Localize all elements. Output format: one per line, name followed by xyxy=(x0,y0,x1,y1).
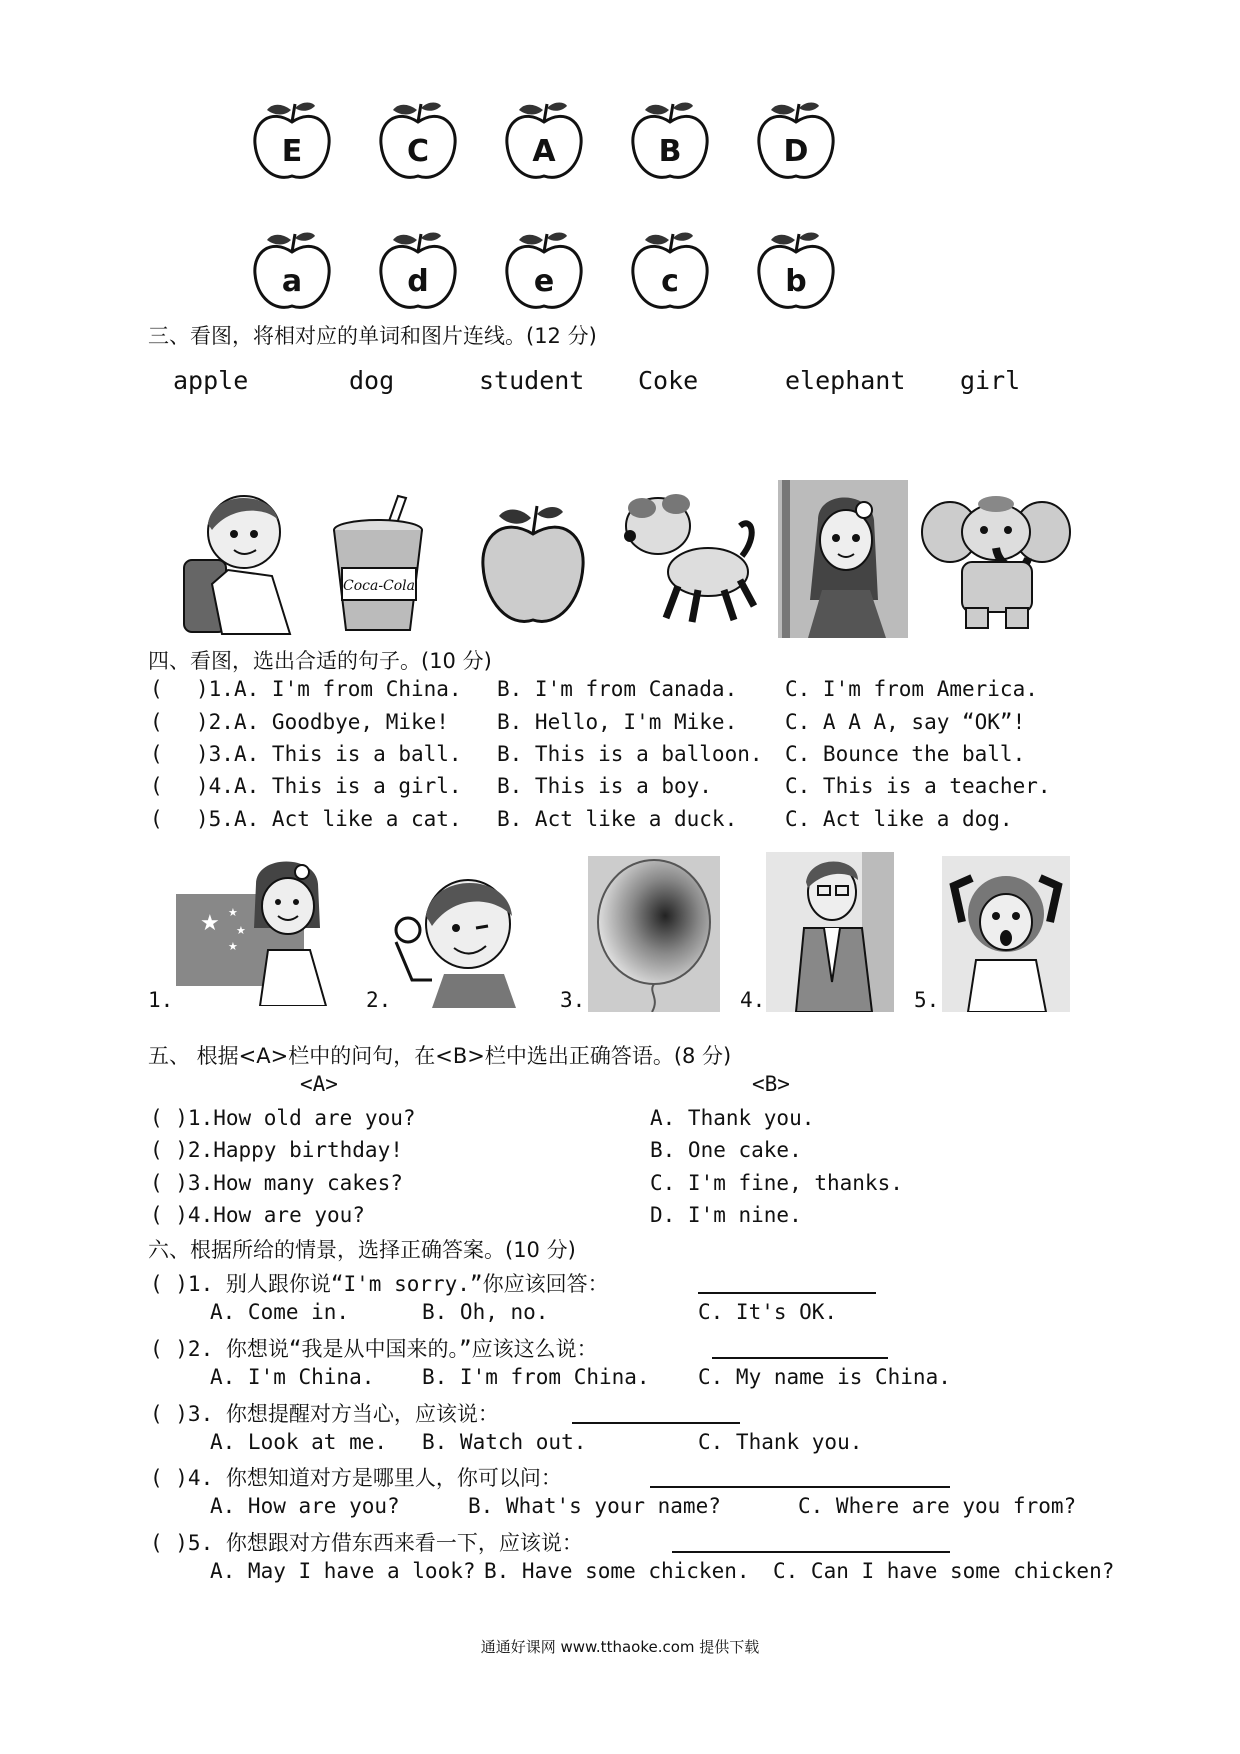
section6-question: ( )5. 你想跟对方借东西来看一下，应该说： xyxy=(150,1531,583,1555)
option-a: A. How are you? xyxy=(210,1494,400,1518)
column-b-label: <B> xyxy=(752,1072,790,1096)
option-b: B. Oh, no. xyxy=(422,1300,549,1324)
apple-letter-icon xyxy=(629,98,711,182)
option-c: C. This is a teacher. xyxy=(785,774,1051,798)
coke-cup-icon xyxy=(328,494,430,636)
apple-letter: D xyxy=(783,134,809,169)
answer-paren[interactable]: ( xyxy=(150,774,163,798)
section6-question: ( )3. 你想提醒对方当心，应该说： xyxy=(150,1402,499,1426)
apple-letter: e xyxy=(533,264,555,299)
section3-heading: 三、看图，将相对应的单词和图片连线。(12 分) xyxy=(148,324,597,348)
item-number: )2. xyxy=(196,710,234,734)
answer-blank[interactable] xyxy=(572,1422,740,1424)
option-b: B. This is a boy. xyxy=(497,774,712,798)
section6-question: ( )2. 你想说“我是从中国来的。”应该这么说： xyxy=(150,1337,598,1361)
option-b: B. I'm from Canada. xyxy=(497,677,738,701)
item-number: )1. xyxy=(196,677,234,701)
svg-text:★: ★ xyxy=(236,924,246,937)
section6-question: ( )1. 别人跟你说“I'm sorry.”你应该回答： xyxy=(150,1272,609,1296)
section5-answer: B. One cake. xyxy=(650,1138,802,1162)
option-b: B. I'm from China. xyxy=(422,1365,650,1389)
apple-letter-icon xyxy=(629,228,711,312)
china-flag-girl-icon xyxy=(176,854,340,1006)
coke-label: Coca-Cola xyxy=(342,578,416,594)
item-number: )3. xyxy=(196,742,234,766)
word-apple: apple xyxy=(173,366,249,395)
elephant-icon xyxy=(916,492,1074,630)
answer-paren[interactable]: ( xyxy=(150,807,163,831)
section5-answer: C. I'm fine, thanks. xyxy=(650,1171,903,1195)
section6-heading: 六、根据所给的情景，选择正确答案。(10 分) xyxy=(148,1238,576,1262)
apple-letter-icon xyxy=(251,98,333,182)
option-c: C. A A A, say “OK”! xyxy=(785,710,1026,734)
section4-heading: 四、看图，选出合适的句子。(10 分) xyxy=(148,649,492,673)
option-b: B. Hello, I'm Mike. xyxy=(497,710,738,734)
section5-question: ( )4.How are you? xyxy=(150,1203,365,1227)
option-c: C. It's OK. xyxy=(698,1300,838,1324)
word-elephant: elephant xyxy=(785,366,906,395)
column-a-label: <A> xyxy=(300,1072,338,1096)
svg-text:★: ★ xyxy=(200,911,220,936)
option-a: A. Look at me. xyxy=(210,1430,388,1454)
apple-letter-icon xyxy=(755,98,837,182)
apple-letter-icon xyxy=(503,228,585,312)
apple-letter: d xyxy=(407,264,429,299)
svg-text:★: ★ xyxy=(228,940,238,953)
option-c: C. My name is China. xyxy=(698,1365,951,1389)
apple-letter: C xyxy=(406,134,430,169)
section5-question: ( )3.How many cakes? xyxy=(150,1171,403,1195)
answer-paren[interactable]: ( xyxy=(150,742,163,766)
apple-letter-icon xyxy=(377,228,459,312)
girl-icon xyxy=(778,480,908,638)
apple-letter: E xyxy=(281,134,303,169)
section5-answer: A. Thank you. xyxy=(650,1106,815,1130)
option-a: A. This is a ball. xyxy=(234,742,462,766)
option-a: A. I'm China. xyxy=(210,1365,375,1389)
answer-paren[interactable]: ( xyxy=(150,677,163,701)
picture-number: 3. xyxy=(560,988,586,1012)
option-c: C. Act like a dog. xyxy=(785,807,1013,831)
page-footer: 通通好课网 www.tthaoke.com 提供下载 xyxy=(480,1638,760,1656)
apple-icon xyxy=(477,500,589,630)
answer-blank[interactable] xyxy=(712,1357,888,1359)
option-b: B. Act like a duck. xyxy=(497,807,738,831)
picture-number: 5. xyxy=(914,988,940,1012)
answer-blank[interactable] xyxy=(650,1486,950,1488)
answer-paren[interactable]: ( xyxy=(150,710,163,734)
option-a: A. I'm from China. xyxy=(234,677,462,701)
dog-icon xyxy=(612,486,760,634)
option-a: A. May I have a look? xyxy=(210,1559,476,1583)
option-a: A. This is a girl. xyxy=(234,774,462,798)
apple-letter: c xyxy=(661,264,679,299)
balloon-icon xyxy=(588,856,720,1012)
apple-letter: A xyxy=(532,134,556,169)
apple-letter: B xyxy=(658,134,682,169)
option-a: A. Goodbye, Mike! xyxy=(234,710,449,734)
option-a: A. Act like a cat. xyxy=(234,807,462,831)
option-c: C. Where are you from? xyxy=(798,1494,1077,1518)
option-b: B. Watch out. xyxy=(422,1430,587,1454)
teacher-icon xyxy=(766,852,894,1012)
section5-heading: 五、 根据<A>栏中的问句，在<B>栏中选出正确答语。(8 分) xyxy=(148,1044,732,1068)
option-b: B. Have some chicken. xyxy=(484,1559,750,1583)
apple-letter: a xyxy=(281,264,303,299)
apple-letter-icon xyxy=(755,228,837,312)
word-coke: Coke xyxy=(638,366,699,395)
option-c: C. I'm from America. xyxy=(785,677,1038,701)
apple-letter-icon xyxy=(377,98,459,182)
monkey-kid-icon xyxy=(942,856,1070,1012)
section6-question: ( )4. 你想知道对方是哪里人，你可以问： xyxy=(150,1466,562,1490)
apple-letter-icon xyxy=(503,98,585,182)
option-c: C. Thank you. xyxy=(698,1430,863,1454)
picture-number: 4. xyxy=(740,988,766,1012)
answer-blank[interactable] xyxy=(698,1292,876,1294)
section5-answer: D. I'm nine. xyxy=(650,1203,802,1227)
answer-blank[interactable] xyxy=(672,1551,950,1553)
picture-number: 2. xyxy=(366,988,392,1012)
section5-question: ( )2.Happy birthday! xyxy=(150,1138,403,1162)
apple-letter: b xyxy=(785,264,807,299)
option-a: A. Come in. xyxy=(210,1300,350,1324)
word-girl: girl xyxy=(960,366,1021,395)
apple-letter-icon xyxy=(251,228,333,312)
option-c: C. Bounce the ball. xyxy=(785,742,1026,766)
picture-number: 1. xyxy=(148,988,174,1012)
word-dog: dog xyxy=(349,366,395,395)
ok-boy-icon xyxy=(392,868,526,1008)
option-b: B. This is a balloon. xyxy=(497,742,763,766)
option-b: B. What's your name? xyxy=(468,1494,721,1518)
word-student: student xyxy=(479,366,585,395)
item-number: )4. xyxy=(196,774,234,798)
student-boy-icon xyxy=(172,484,302,636)
svg-text:★: ★ xyxy=(228,906,238,919)
section5-question: ( )1.How old are you? xyxy=(150,1106,416,1130)
item-number: )5. xyxy=(196,807,234,831)
option-c: C. Can I have some chicken? xyxy=(773,1559,1115,1583)
